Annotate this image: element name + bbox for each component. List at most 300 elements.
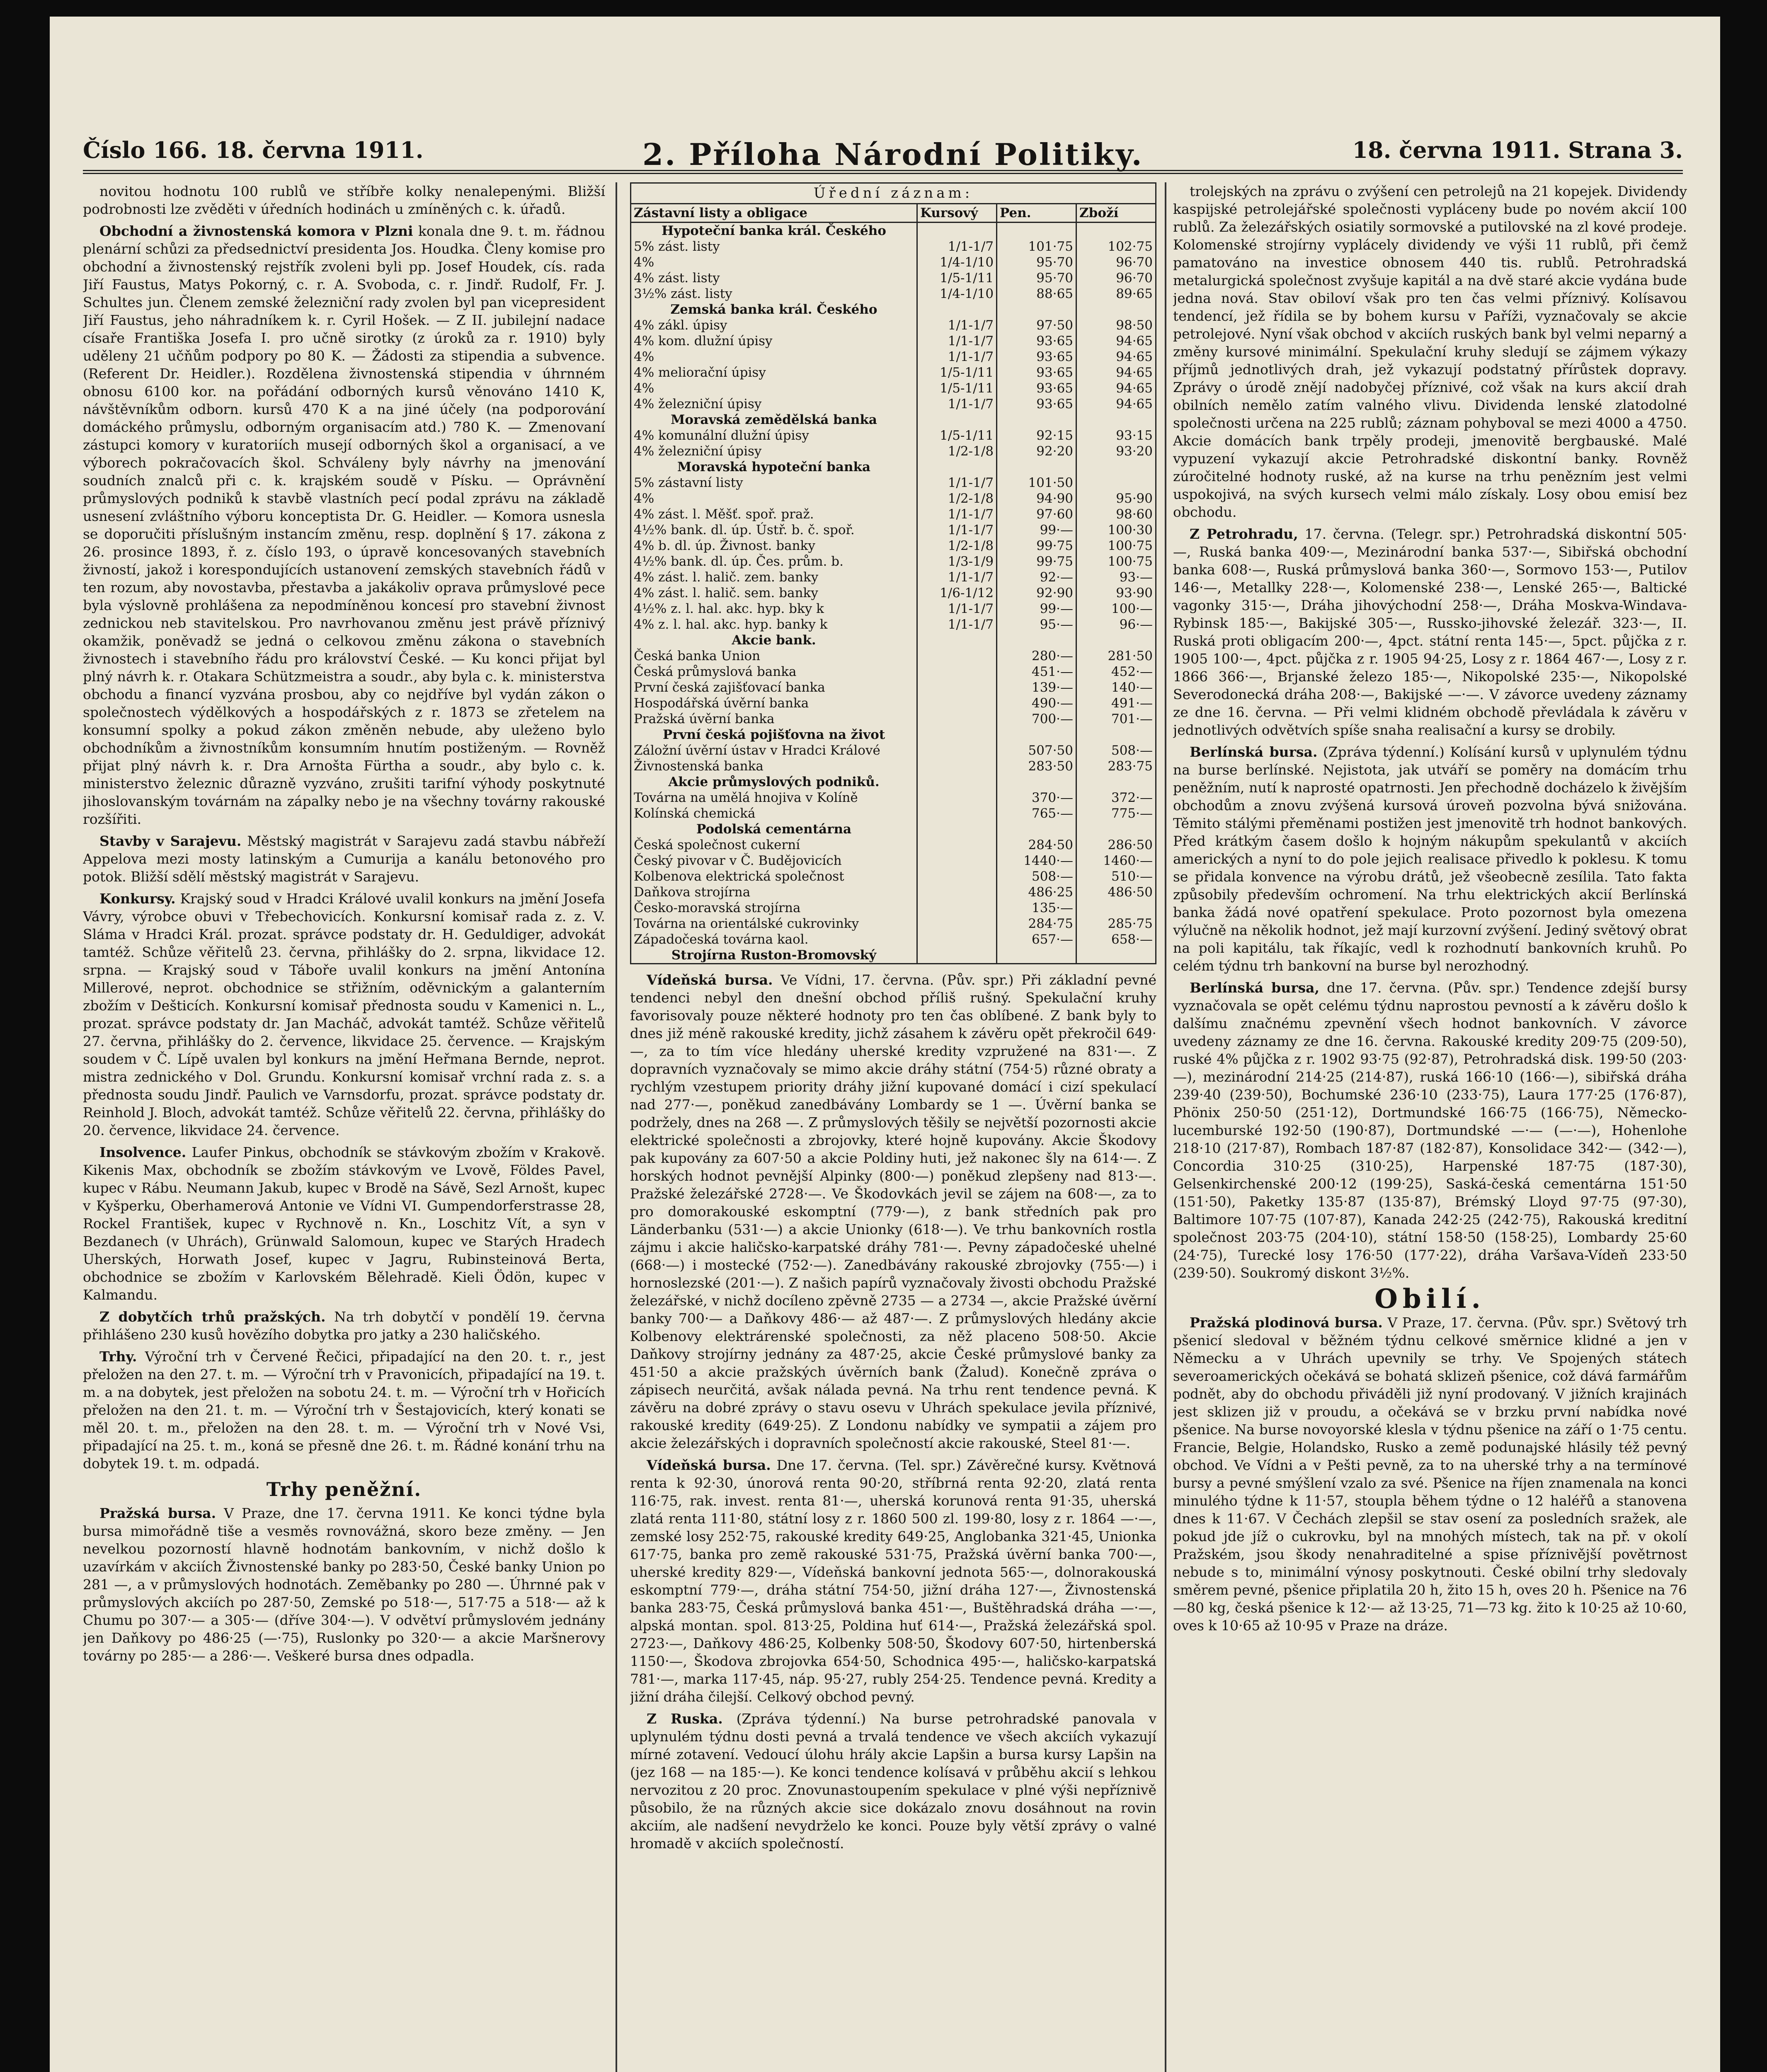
security-name: 4% železniční úpisy (631, 443, 917, 459)
price-bid: 99·75 (997, 554, 1076, 569)
price-bid: 93·65 (997, 365, 1076, 380)
price-bid: 507·50 (997, 743, 1076, 758)
article (83, 1348, 605, 1472)
coupon-dates: 1/4-1/10 (917, 254, 997, 270)
price-ask: 1460·— (1076, 853, 1156, 869)
price-ask (1076, 727, 1156, 743)
security-name: Strojírna Ruston-Bromovský (631, 947, 917, 963)
article (83, 832, 605, 886)
table-row (631, 695, 1156, 711)
coupon-dates: 1/5-1/11 (917, 428, 997, 443)
price-bid: 97·50 (997, 317, 1076, 333)
price-bid: 283·50 (997, 758, 1076, 774)
security-name: Daňkova strojírna (631, 884, 917, 900)
article (1173, 979, 1687, 1282)
table-row (631, 806, 1156, 821)
article-text: dne 17. června. (Pův. spr.) Tendence zdejší bursy vyznačovala se opět celému týdnu naprostou pevností a k závěru došlo k dalšímu značnému zpevnění všech hodnot bankovních. V závorce uvedeny záznamy ze dne 16. června. Rakouské kredity 209·75 (209·50), ruské 4% půjčka z r. 1902 93·75 (92·87), Petrohradská disk. 199·50 (203·—), mezinárodní 214·25 (214·87), ruská 166·10 (166·—), sibiřská dráha 239·40 (239·50), Bochumské 236·10 (233·75), Laura 177·25 (176·87), Phönix 250·50 (251·12), Dortmundské 166·75 (166·75), Německo-lucemburské 192·50 (190·87), Dortmundské —·— (—·—), Hohenlohe 218·10 (217·87), Rombach 187·87 (182·87), Konsolidace 342·— (342·—), Concordia 310·25 (310·25), Harpenské 187·75 (187·30), Gelsenkirchenské 200·12 (199·25), Saská-česká cementárna 151·50 (151·50), Paketky 135·87 (135·87), Brémský Lloyd 97·75 (97·30), Baltimore 107·75 (107·87), Kanada 242·25 (242·75), Rakouská kreditní společnost 203·75 (204·10), státní 158·50 (158·25), Lombardy 25·60 (24·75), Turecké losy 176·50 (177·22), dráha Varšava-Vídeň 233·50 (239·50). Soukromý diskont 3½%. (1173, 980, 1687, 1281)
price-bid: 486·25 (997, 884, 1076, 900)
article (630, 971, 1156, 1452)
coupon-dates (917, 743, 997, 758)
security-name: Kolbenova elektrická společnost (631, 869, 917, 884)
section-heading-grain: Obilí. (1374, 1283, 1486, 1314)
price-ask: 491·— (1076, 695, 1156, 711)
price-ask: 96·— (1076, 617, 1156, 632)
price-ask: 452·— (1076, 664, 1156, 680)
coupon-dates (917, 884, 997, 900)
table-row (631, 317, 1156, 333)
column-header: Kursový (917, 204, 997, 223)
price-ask (1076, 302, 1156, 317)
price-bid: 99·75 (997, 538, 1076, 554)
security-name: 4% meliorační úpisy (631, 365, 917, 380)
security-name: Továrna na umělá hnojiva v Kolíně (631, 790, 917, 806)
column-rule (1165, 182, 1166, 2072)
price-ask: 93·20 (1076, 443, 1156, 459)
security-name: 4% (631, 254, 917, 270)
price-table (630, 203, 1156, 963)
security-name: 4% zást. l. halič. zem. banky (631, 569, 917, 585)
price-ask: 93·15 (1076, 428, 1156, 443)
article-heading: Z Petrohradu, (1190, 526, 1298, 542)
price-bid: 99·— (997, 601, 1076, 617)
security-name: Živnostenská banka (631, 758, 917, 774)
security-name: Podolská cementárna (631, 821, 917, 837)
price-bid (997, 947, 1076, 963)
table-row (631, 270, 1156, 286)
security-name: Západočeská továrna kaol. (631, 932, 917, 947)
article-text: V Praze, dne 17. června 1911. Ke konci týdne byla bursa mimořádně tiše a vesměs rovnovážná, skoro beze změny. — Jen nevelkou pozorností hlavně hodnotám bankovním, v nichž došlo k uzavírkám v akciích Živnostenské banky po 283·50, České banky Union po 281 —, a v průmyslových hodnotách. Zeměbanky po 280 —. Úhrnné pak v průmyslových akciích po 287·50, Zemské po 518·—, 517·75 a 518·— až k Chumu po 307·— a 305·— (dříve 304·—). V odvětví průmyslovém jednány jen Daňkovy po 486·25 (—·75), Ruslonky po 320·— a akcie Maršnerovy továrny po 285·— a 286·—. Veškeré bursa dnes odpadla. (83, 1505, 605, 1664)
table-row (631, 522, 1156, 538)
price-ask: 510·— (1076, 869, 1156, 884)
coupon-dates: 1/1-1/7 (917, 317, 997, 333)
table-row (631, 396, 1156, 412)
coupon-dates: 1/2-1/8 (917, 491, 997, 506)
coupon-dates: 1/1-1/7 (917, 396, 997, 412)
price-bid: 94·90 (997, 491, 1076, 506)
table-row (631, 554, 1156, 569)
coupon-dates (917, 459, 997, 475)
price-bid (997, 302, 1076, 317)
article-heading: Z dobytčích trhů pražských. (99, 1309, 326, 1325)
coupon-dates: 1/1-1/7 (917, 617, 997, 632)
coupon-dates (917, 223, 997, 239)
article (1173, 743, 1687, 975)
table-row (631, 632, 1156, 648)
article-text: novitou hodnotu 100 rublů ve stříbře kolky nenalepenými. Bližší podrobnosti lze zvěděti v úředních hodinách u zmíněných c. k. úřadů. (83, 183, 605, 217)
table-row (631, 932, 1156, 947)
table-row (631, 743, 1156, 758)
security-name: 4% (631, 380, 917, 396)
article-heading: Trhy. (99, 1348, 137, 1365)
coupon-dates: 1/4-1/10 (917, 286, 997, 302)
table-row (631, 286, 1156, 302)
price-ask: 100·75 (1076, 538, 1156, 554)
table-row (631, 428, 1156, 443)
table-row (631, 491, 1156, 506)
article-heading: Pražská plodinová bursa. (1190, 1314, 1383, 1331)
security-name: Akcie bank. (631, 632, 917, 648)
price-ask: 285·75 (1076, 916, 1156, 932)
price-ask (1076, 475, 1156, 491)
coupon-dates: 1/2-1/8 (917, 538, 997, 554)
price-bid: 284·50 (997, 837, 1076, 853)
security-name: 4% b. dl. úp. Živnost. banky (631, 538, 917, 554)
security-name: 4½% bank. dl. úp. Čes. prům. b. (631, 554, 917, 569)
column-rule (616, 182, 617, 2072)
price-ask: 508·— (1076, 743, 1156, 758)
coupon-dates: 1/5-1/11 (917, 365, 997, 380)
security-name: Hospodářská úvěrní banka (631, 695, 917, 711)
security-name: 4% komunální dlužní úpisy (631, 428, 917, 443)
coupon-dates (917, 664, 997, 680)
price-bid: 765·— (997, 806, 1076, 821)
article (83, 1308, 605, 1343)
security-name: Kolínská chemická (631, 806, 917, 821)
issue-date: Číslo 166. 18. června 1911. (83, 137, 424, 163)
price-ask: 701·— (1076, 711, 1156, 727)
price-ask: 372·— (1076, 790, 1156, 806)
price-bid (997, 821, 1076, 837)
security-name: Pražská úvěrní banka (631, 711, 917, 727)
table-row (631, 758, 1156, 774)
table-row (631, 601, 1156, 617)
table-row (631, 459, 1156, 475)
coupon-dates: 1/1-1/7 (917, 569, 997, 585)
price-bid: 101·50 (997, 475, 1076, 491)
table-row (631, 365, 1156, 380)
coupon-dates (917, 947, 997, 963)
price-ask: 100·75 (1076, 554, 1156, 569)
security-name: 4% zást. listy (631, 270, 917, 286)
price-ask: 102·75 (1076, 239, 1156, 254)
table-row (631, 774, 1156, 790)
table-row (631, 664, 1156, 680)
article-text: Výroční trh v Červené Řečici, připadající na den 20. t. r., jest přeložen na den 27. t. m. — Výroční trh v Pravonicích, připadající na 19. t. m. a na dobytek, jest přeložen na sobotu 24. t. m. — Výroční trh v Hořicích přeložen na den 21. t. m. — Výroční trh v Šestajovicích, který konati se měl 20. t. m., přeložen na den 28. t. m. — Výroční trh v Nové Vsi, připadající na 25. t. m., koná se přesně dne 26. t. m. Řádné konání trhu na dobytek 19. t. m. odpadá. (83, 1348, 605, 1472)
article-heading: Konkursy. (99, 891, 176, 907)
security-name: 4½% bank. dl. úp. Ústř. b. č. spoř. (631, 522, 917, 538)
coupon-dates (917, 853, 997, 869)
coupon-dates (917, 821, 997, 837)
coupon-dates (917, 632, 997, 648)
table-row (631, 727, 1156, 743)
article-text: Laufer Pinkus, obchodník se stávkovým zbožím v Krakově. Kikenis Max, obchodník se zbožím stávkovým ve Lvově, Földes Pavel, kupec v Rábu. Neumann Jakub, kupec v Brodě na Sávě, Sezl Arnošt, kupec v Kyšperku, Oberhamerová Antonie ve Vídni VI. Gumpendorferstrasse 28, Rockel František, kupec v Rychnově n. Kn., Loschitz Vít, a syn v Bezdanech (v Uhrách), Grünwald Salomoun, kupec ve Starých Hradech Uherských, Horwath Josef, kupec v Jagru, Rubinsteinová Berta, obchodnice se zbožím v Karlovském Bělehradě. Kieli Ödön, kupec v Kalmandu. (83, 1144, 605, 1303)
price-ask (1076, 774, 1156, 790)
article (83, 1504, 605, 1665)
table-row (631, 254, 1156, 270)
price-bid (997, 632, 1076, 648)
price-ask: 283·75 (1076, 758, 1156, 774)
price-bid: 370·— (997, 790, 1076, 806)
price-ask: 94·65 (1076, 396, 1156, 412)
security-name: 4% z. l. hal. akc. hyp. banky k (631, 617, 917, 632)
article-heading: Z Ruska. (647, 1711, 723, 1727)
coupon-dates (917, 680, 997, 695)
column-header: Zboží (1076, 204, 1156, 223)
table-row (631, 302, 1156, 317)
security-name: 4% kom. dlužní úpisy (631, 333, 917, 349)
price-ask: 98·60 (1076, 506, 1156, 522)
security-name: Česko-moravská strojírna (631, 900, 917, 916)
article (83, 890, 605, 1139)
article-text: konala dne 9. t. m. řádnou plenární schůzi za předsednictví presidenta Jos. Houdka. Členy komise pro obchodní a živnostenský rejstřík zvoleni byli pp. Josef Houdek, cís. rada Jiří Faustus, Matys Pokorný, c. r. A. Svoboda, c. r. Jindř. Rudolf, Fr. J. Schultes jun. Členem zemské železniční rady zvolen byl pan vicepresident Jiří Faustus, jeho náhradníkem k. r. Cyril Hošek. — Z II. jubilejní nadace císaře Františka Josefa I. pro učně sirotky (z úroků za r. 1910) byly uděleny 21 učňům podpory po 80 K. — Žádosti za stipendia a subvence. (Referent Dr. Heidler.). Rozdělena živnostenská stipendia v úhrnném obnosu 6100 kor. na pořádání odborných kursů věnováno 1410 K, návštěvníkům odborn. kursů 470 K a na jiné účely (na podporování domáckého průmyslu, odborným organisacím atd.) 780 K. — Zmenovaní zástupci komory v kuratoriích musejí odborných škol a organisací, a ve výborech pokračovacích škol. Schváleny byly návrhy na jmenování soudních znalců při c. k. krajském soudě v Písku. — Oprávnění průmyslových podniků k stavbě vlastních pecí podal zprávu na základě usnesení zvláštního výboru konceptista Dr. G. Heidler. — Komora usnesla se doporučiti příslušným instancím změnu, resp. doplnění § 17. zákona z 26. prosince 1893, ř. z. číslo 193, o úpravě koncesovaných stavebních živností, jakož i korespondujících ustanovení zemských stavebních řádů v ten rozum, aby novostavba, přestavba a jakákoliv oprava průmyslové pece byla výslovně prohlášena za nepodmíněnou koncesí pro stavební živnost zednickou neb stavitelskou. Pro navrhovanou změnu jest právě příznivý okamžik, poněvadž se jedná o celkovou změnu zákona o stavebních živnostech i stavebního řádu pro království České. — Ku konci přijat byl plný návrh k. r. Otakara Schützmeistra a soudr., aby byla c. k. ministerstva obchodu a financí vyzvána prosbou, aby co nejdříve byl vydán zákon o společnostech výdělkových a hospodářských z r. 1873 se zřetelem na konsumní spolky a pokud zákon změněn nebude, aby uleženo bylo obchodníkům a živnostníkům konsumním hnutím postiženým. — Rovněž přijat plný návrh k. r. Dra Arnošta Fürtha a soudr., aby bylo c. k. ministerstvo železnic důrazně vyzváno, zrušiti tarifní výhody poskytnuté jihoslovanským továrnám na zápalky nebo je na všechny továrny rakouské rozšířiti. (83, 223, 605, 827)
coupon-dates (917, 727, 997, 743)
table-row (631, 617, 1156, 632)
price-bid: 92·90 (997, 585, 1076, 601)
article-heading: Stavby v Sarajevu. (99, 833, 242, 849)
price-ask: 100·30 (1076, 522, 1156, 538)
price-bid: 93·65 (997, 349, 1076, 365)
price-bid (997, 223, 1076, 239)
security-name: Český pivovar v Č. Budějovicích (631, 853, 917, 869)
article-text: Dne 17. června. (Tel. spr.) Závěrečné kursy. Květnová renta k 92·30, únorová renta 90·20, stříbrná renta 92·20, zlatá renta 116·75, rak. invest. renta 81·—, uherská korunová renta 91·35, uherská zlatá renta 111·80, státní losy z r. 1860 500 zl. 199·80, losy z r. 1864 —·—, zemské losy 252·75, rakouské kredity 649·25, Anglobanka 321·45, Unionka 617·75, banka pro země rakouské 531·75, Pražská úvěrní banka 700·—, uherské kredity 829·—, Vídeňská bankovní jednota 565·—, dolnorakouská eskomptní 779·—, dráha státní 754·50, jižní dráha 127·—, Živnostenská banka 283·75, Česká průmyslová banka 451·—, Buštěhradská dráha —·—, alpská montan. spol. 813·25, Poldina huť 614·—, Pražská železářská spol. 2723·—, Daňkovy 486·25, Kolbenky 508·50, Škodovy 607·50, hirtenberská 1150·—, Škodova zbrojovka 654·50, Schodnica 495·—, haličsko-karpatská 781·—, marka 117·45, náp. 95·27, rubly 254·25. Tendence pevná. Kredity a jižní dráha čilejší. Celkový obchod pevný. (630, 1457, 1156, 1705)
coupon-dates: 1/5-1/11 (917, 380, 997, 396)
coupon-dates (917, 932, 997, 947)
price-ask (1076, 223, 1156, 239)
coupon-dates (917, 648, 997, 664)
coupon-dates: 1/1-1/7 (917, 522, 997, 538)
article-heading: Vídeňská bursa. (647, 972, 773, 988)
price-bid: 93·65 (997, 333, 1076, 349)
article-text: (Zpráva týdenní.) Kolísání kursů v uplynulém týdnu na burse berlínské. Nejistota, jak utváří se poměry na domácím trhu peněžním, nutí k naprosté opatrnosti. Jen přechodně docházelo k živějším obchodům a znovu zvýšená kursová úroveň pozvolna bývá snižována. Těmito stálými přeměnami postižen jest jmenovitě trh hodnot bankových. Před krátkým časem došlo k hojným nákupům spekulantů v akciích amerických a nyní to do pole jejich realisace přivedlo k poklesu. K tomu se přidala konvence na výrobu drátů, jež všeobecně zesílila. Tato fakta způsobily především ochromení. Na trhu elektrických akcií Berlínská banka žádá nové opatření spekulace. Proto pozornost byla omezena výlučně na několik hodnot, jež mají kurzovní zvýšení. Jediný světový obrat na poli kapitálu, tak říkajíc, vedl k rozhodnutí bankovních kruhů. Po celém týdnu trh bankovní na burse byl nerozhodný. (1173, 744, 1687, 974)
price-ask: 658·— (1076, 932, 1156, 947)
page-number: 18. června 1911. Strana 3. (1352, 137, 1683, 163)
coupon-dates: 1/5-1/11 (917, 270, 997, 286)
table-row (631, 821, 1156, 837)
coupon-dates (917, 695, 997, 711)
price-bid (997, 774, 1076, 790)
price-ask: 140·— (1076, 680, 1156, 695)
table-title: Úřední záznam: (630, 182, 1156, 203)
article-text: Na trh dobytčí v pondělí 19. června přihlášeno 230 kusů hovězího dobytka pro jatky a 230 haličského. (83, 1309, 605, 1343)
price-ask: 95·90 (1076, 491, 1156, 506)
column-1 (83, 182, 605, 2072)
price-ask: 286·50 (1076, 837, 1156, 853)
security-name: Česká průmyslová banka (631, 664, 917, 680)
table-row (631, 349, 1156, 365)
coupon-dates: 1/3-1/9 (917, 554, 997, 569)
coupon-dates: 1/1-1/7 (917, 239, 997, 254)
price-ask: 94·65 (1076, 333, 1156, 349)
article (1173, 525, 1687, 739)
article-heading: Pražská bursa. (99, 1505, 216, 1521)
table-row (631, 443, 1156, 459)
security-name: 4% železniční úpisy (631, 396, 917, 412)
table-row (631, 506, 1156, 522)
security-name: Moravská zemědělská banka (631, 412, 917, 428)
masthead (83, 137, 1683, 174)
newspaper-page (50, 17, 1720, 2072)
table-row (631, 585, 1156, 601)
price-bid: 451·— (997, 664, 1076, 680)
price-ask (1076, 821, 1156, 837)
article-heading: Berlínská bursa. (1190, 744, 1318, 760)
article (630, 1710, 1156, 1852)
column-2 (630, 182, 1156, 2072)
security-name: Česká společnost cukerní (631, 837, 917, 853)
security-name: 4% zást. l. Měšť. spoř. praž. (631, 506, 917, 522)
price-ask: 94·65 (1076, 349, 1156, 365)
price-bid (997, 459, 1076, 475)
price-bid: 284·75 (997, 916, 1076, 932)
security-name: 4% zákl. úpisy (631, 317, 917, 333)
table-row (631, 475, 1156, 491)
table-row (631, 853, 1156, 869)
article-text: 17. června. (Telegr. spr.) Petrohradská diskontní 505·—, Ruská banka 409·—, Mezinárodní banka 537·—, Sibiřská obchodní banka 608·—, Ruská průmyslová banka 360·—, Sormovo 153·—, Putilov 146·—, Metallky 228·—, Kolomenské 238·—, Lenské 265·—, Baltické vagonky 315·—, Dráha jihovýchodní 258·—, Dráha Moskva-Windava-Rybinsk 185·—, Bakijské 305·—, Russko-jihovské železář. 323·—, II. Ruská proti obligacím 200·—, 4pct. státní renta 145·—, 5pct. půjčka z r. 1905 100·—, 4pct. půjčka z r. 1905 94·25, Losy z r. 1864 467·—, Losy z r. 1866 366·—, Brjanské železo 185·—, Nikopolské 235·—, Nikopolské Severodonecká dráha 208·—, Bakijské —·—. V závorce uvedeny záznamy ze dne 16. června. — Při velmi klidném obchodě převládala k závěru v jednotlivých odvětvích spíše snaha realisační a kursy se drobily. (1173, 526, 1687, 738)
table-row (631, 412, 1156, 428)
security-name: 3½% zást. listy (631, 286, 917, 302)
price-ask: 93·90 (1076, 585, 1156, 601)
table-row (631, 333, 1156, 349)
security-name: Zemská banka král. Českého (631, 302, 917, 317)
coupon-dates (917, 758, 997, 774)
table-row (631, 900, 1156, 916)
price-ask (1076, 947, 1156, 963)
section-heading-money: Trhy peněžní. (266, 1478, 422, 1501)
article-heading: Vídeňská bursa. (647, 1457, 771, 1473)
price-bid: 95·70 (997, 254, 1076, 270)
table-row (631, 239, 1156, 254)
article-text: Ve Vídni, 17. června. (Pův. spr.) Při základní pevné tendenci nebyl den dnešní obchod příliš rušný. Spekulační kruhy favorisovaly pouze některé hodnoty pro ten čas oblíbené. Z bank byly to dnes již méně rakouské kredity, jichž zásahem k závěru opět překročil 649·—, za to tím více hledány uherské kredity vzpružené na 831·—. Z dopravních vyznačovaly se mimo akcie dráhy státní (754·5) různé obraty a rychlým vzestupem priority dráhy jižní kupované domácí i cizí spekulací nad 277·—, poněkud zanedbávány Lombardy se 1 —. Úvěrní banka se podržely, dnes na 268 —. Z průmyslových těšily se největší pozornosti akcie elektrické společnosti a zbrojovky, které hojně kupovány. Akcie Škodovy pak kupovány za 607·50 a akcie Poldiny huti, jež nakonec šly na 614·—. Z horských hodnot pevnější Alpinky (800·—) poněkud zlepšeny nad 813·—. Pražské železářské 2728·—. Ve Škodovkách jevil se zájem na 608·—, za to pro domorakouské eskomptní (779·—), z bank středních pak pro Länderbanku (531·—) a akcie Unionky (618·—). Ve trhu bankovních rostla zájmu i akcie haličsko-karpatské dráhy 781·—. Pevny západočeské uhelné (668·—) i mostecké (752·—). Zanedbávány rakouské zbrojovky (755·—) i hornoslezské (201·—). Z našich papírů vyznačovaly živosti obchodu Pražské železářské, v nichž docíleno zpěvně 2735 — a 2734 —, akcie Pražské úvěrní banky 700·— a Daňkovy 486·— až 487·—. Z průmyslových hledány akcie Kolbenovy elektrárenské společnosti, za něž placeno 508·50. Akcie Daňkovy strojírny jednány za 487·25, akcie České průmyslové banky za 451·50 a akcie pražských úvěrních bank (Žalud). Konečně zpráva o zápisech neurčitá, avšak nálada pevná. Na trhu rent tendence pevná. K závěru na dobré zprávy o stavu osevu v Uhrách spekulace jevila příznivé, rakouské kredity (649·25). Z Londonu nabídky ve sympatii a zájem pro akcie železářských i dopravních společností akcie rakouské, Steel 81·—. (630, 972, 1156, 1451)
article-text: V Praze, 17. června. (Pův. spr.) Světový trh pšenicí sledoval v běžném týdnu celkové směrnice klidné a jen v Německu a v Uhrách upevnily se trhy. Ve Spojených státech severoamerických očekává se bohatá sklizeň pšenice, což dává farmářům podnět, aby do obchodu přiváděli již nyní prodovaný. V jižních krajinách jest sklizen již v proudu, a očekává se v brzku první nabídka nové pšenice. Na burse novoyorské klesla v týdnu pšenice na září o 1·75 centu. Francie, Belgie, Holandsko, Rusko a země podunajské hlásily též pevný obchod. Ve Vídni a v Pešti pevně, za to na uherské trhy a na termínové bursy a pevné smýšlení vzalo za své. Pšenice na říjen znamenala na konci minulého týdne k 11·57, stoupla během týdne o 12 haléřů a stanovena dnes k 11·67. V Čechách zlepšil se stav osení za posledních sražek, ale pokud jde jíž o cukrovku, byl na mnohých místech, tak na př. v okolí Pražském, jsou škody nenahraditelné a spise příznivější povětrnost nebude s to, minimální výnosy poskytnouti. České obilní trhy sledovaly směrem pevné, pšenice připlatila 20 h, žito 15 h, oves 20 h. Pšenice na 76—80 kg, česká pšenice k 12·— až 13·25, 71—73 kg. žito k 10·25 až 10·60, oves k 10·65 až 10·95 v Praze na dráze. (1173, 1314, 1687, 1634)
price-bid: 92·— (997, 569, 1076, 585)
coupon-dates: 1/1-1/7 (917, 349, 997, 365)
article-text: (Zpráva týdenní.) Na burse petrohradské panovala v uplynulém týdnu dosti pevná a trvalá tendence ve všech akciích vykazují mírné zotavení. Vedoucí úlohu hrály akcie Lapšin a bursa kursy Lapšin na (jez 168 — na 185·—). Ke konci tendence kolísavá v průběhu akcií s lehkou nervozitou z 20 proc. Znovunastoupením spekulace v plné výši nepříznivě působilo, že na různých akcie sice dokázalo znovu dosáhnout na rovin akciím, ale nadšení nevydrželo ke konci. Pouze byly větší zprávy o valné hromadě v akciích společností. (630, 1711, 1156, 1852)
coupon-dates: 1/6-1/12 (917, 585, 997, 601)
supplement-title: 2. Příloha Národní Politiky. (642, 137, 1144, 172)
table-row (631, 884, 1156, 900)
article (83, 1143, 605, 1304)
price-ask: 96·70 (1076, 254, 1156, 270)
price-bid: 700·— (997, 711, 1076, 727)
security-name: 5% zást. listy (631, 239, 917, 254)
table-header-row (631, 204, 1156, 223)
security-name: 4% zást. l. halič. sem. banky (631, 585, 917, 601)
price-bid: 99·— (997, 522, 1076, 538)
coupon-dates: 1/1-1/7 (917, 475, 997, 491)
security-name: První česká zajišťovací banka (631, 680, 917, 695)
article-text: Městský magistrát v Sarajevu zadá stavbu nábřeží Appelova mezi mosty latinským a Cumurija a kanálu betonového pro potok. Bližší sdělí městský magistrát v Sarajevu. (83, 833, 605, 885)
coupon-dates (917, 302, 997, 317)
coupon-dates (917, 790, 997, 806)
price-ask: 94·65 (1076, 380, 1156, 396)
price-bid: 93·65 (997, 380, 1076, 396)
coupon-dates (917, 412, 997, 428)
security-name: Česká banka Union (631, 648, 917, 664)
price-ask: 486·50 (1076, 884, 1156, 900)
price-ask: 93·— (1076, 569, 1156, 585)
table-row (631, 837, 1156, 853)
table-row (631, 223, 1156, 239)
price-bid: 92·20 (997, 443, 1076, 459)
article-text: trolejských na zprávu o zvýšení cen petrolejů na 21 kopejek. Dividendy kaspijské petrolejářské společnosti vypláceny bude po novém akcií 100 rublů. Za železářských osiatily sormovské a putilovské na zl kové prodeje. Kolomenské strojírny vyplácely dividendy ve výši 11 rublů, při čemž pamatováno na investice obnosem 440 tis. rublů. Petrohradská metalurgická společnost zvyšuje kapitál a na dvě staré akcie vydána bude jedna nová. Stav obiloví však pro ten čas velmi příznivý. Kolísavou tendencí, jež řídila se by bohem kursu v Paříži, vyznačovaly se akcie petrolejové. Nyní však obchod v akciích ruských bank byl velmi neparný a změny kursové minimální. Spekulační kruhy sledují se zájmem výkazy příjmů jednotlivých drah, jež vykazují podstatný přírůstek dopravy. Zprávy o úrodě znějí nadobyčej příznivé, což však na kurs akcií drah obilních nemělo zatím valného vlivu. Dividenda lenské zlatodolné společnosti určena na 225 rublů; záznam pohyboval se mezi 4000 a 4750. Akcie domácích bank trpěly prodeji, jmenovitě bergbauské. Malé vypuzení vykazují akcie Petrohradské diskontní banky. Rovněž zúročitelné hodnoty ruské, až na kurse na trhu penězním jest velmi uspokojivá, na svých kursech velmi málo získaly. Losy obou emisí bez obchodu. (1173, 183, 1687, 520)
price-ask: 98·50 (1076, 317, 1156, 333)
table-row (631, 680, 1156, 695)
security-name: Akcie průmyslových podniků. (631, 774, 917, 790)
coupon-dates (917, 869, 997, 884)
price-bid: 95·70 (997, 270, 1076, 286)
security-name: Záložní úvěrní ústav v Hradci Králové (631, 743, 917, 758)
security-name: Hypoteční banka král. Českého (631, 223, 917, 239)
security-name: Továrna na orientálské cukrovinky (631, 916, 917, 932)
coupon-dates: 1/1-1/7 (917, 506, 997, 522)
table-row (631, 380, 1156, 396)
column-header: Pen. (997, 204, 1076, 223)
article-heading: Insolvence. (99, 1144, 187, 1160)
column-3 (1173, 182, 1687, 2072)
article-text: Krajský soud v Hradci Králové uvalil konkurs na jmění Josefa Vávry, výrobce obuvi v Třebechovicích. Konkursní komisař rada z. z. V. Sláma v Hradci Král. prozat. správce podstaty dr. H. Geduldiger, advokát tamtéž. Schůze věřitelů 23. června, přihlášky do 2. srpna, likvidace 12. srpna. — Krajský soud v Táboře uvalil konkurs na jmění Antonína Millerové, neprot. obchodnice se střižním, oděvnickým a galanterním zbožím v Dešticích. Konkursní komisař přednosta soudu v Kamenici n. L., prozat. správce podstaty dr. Jan Macháč, advokát tamtéž. Schůze věřitelů 27. června, přihlášky do 2. července, likvidace 25. července. — Krajským soudem v Č. Lípě uvalen byl konkurs na jmění Heřmana Bernde, neprot. mistra zednického v Dol. Grundu. Konkursní komisař vrchní rada z. s. a přednosta soudu Jindř. Paulich ve Varnsdorfu, prozat. správce podstaty dr. Reinhold J. Bloch, advokát tamtéž. Schůze věřitelů 22. června, přihlášky do 20. července, likvidace 24. července. (83, 891, 605, 1138)
price-bid: 93·65 (997, 396, 1076, 412)
price-ask (1076, 900, 1156, 916)
security-name: 5% zástavní listy (631, 475, 917, 491)
price-ask: 100·— (1076, 601, 1156, 617)
price-ask (1076, 412, 1156, 428)
security-name: 4% (631, 491, 917, 506)
coupon-dates (917, 916, 997, 932)
price-table-wrap (630, 203, 1156, 964)
security-name: 4½% z. l. hal. akc. hyp. bky k (631, 601, 917, 617)
coupon-dates (917, 774, 997, 790)
article (1173, 1314, 1687, 1634)
table-row (631, 869, 1156, 884)
price-ask (1076, 632, 1156, 648)
price-bid: 92·15 (997, 428, 1076, 443)
coupon-dates (917, 711, 997, 727)
table-row (631, 711, 1156, 727)
price-ask: 94·65 (1076, 365, 1156, 380)
table-row (631, 916, 1156, 932)
price-bid: 101·75 (997, 239, 1076, 254)
price-bid: 508·— (997, 869, 1076, 884)
table-row (631, 648, 1156, 664)
table-body (631, 223, 1156, 963)
price-ask: 96·70 (1076, 270, 1156, 286)
column-header: Zástavní listy a obligace (631, 204, 917, 223)
price-bid (997, 727, 1076, 743)
price-bid: 1440·— (997, 853, 1076, 869)
price-bid: 135·— (997, 900, 1076, 916)
coupon-dates: 1/1-1/7 (917, 601, 997, 617)
price-ask: 89·65 (1076, 286, 1156, 302)
price-bid: 280·— (997, 648, 1076, 664)
price-bid: 97·60 (997, 506, 1076, 522)
article-heading: Berlínská bursa, (1190, 980, 1320, 996)
table-row (631, 538, 1156, 554)
security-name: Moravská hypoteční banka (631, 459, 917, 475)
coupon-dates (917, 837, 997, 853)
table-row (631, 947, 1156, 963)
price-ask: 281·50 (1076, 648, 1156, 664)
coupon-dates (917, 806, 997, 821)
table-row (631, 569, 1156, 585)
article (83, 222, 605, 828)
price-bid: 657·— (997, 932, 1076, 947)
price-ask: 775·— (1076, 806, 1156, 821)
article-heading: Obchodní a živnostenská komora v Plzni (99, 223, 413, 239)
price-bid: 490·— (997, 695, 1076, 711)
article (630, 1456, 1156, 1706)
security-name: První česká pojišťovna na život (631, 727, 917, 743)
coupon-dates: 1/1-1/7 (917, 333, 997, 349)
price-bid (997, 412, 1076, 428)
price-ask (1076, 459, 1156, 475)
price-bid: 88·65 (997, 286, 1076, 302)
coupon-dates (917, 900, 997, 916)
price-bid: 95·— (997, 617, 1076, 632)
security-name: 4% (631, 349, 917, 365)
price-bid: 139·— (997, 680, 1076, 695)
table-row (631, 790, 1156, 806)
coupon-dates: 1/2-1/8 (917, 443, 997, 459)
